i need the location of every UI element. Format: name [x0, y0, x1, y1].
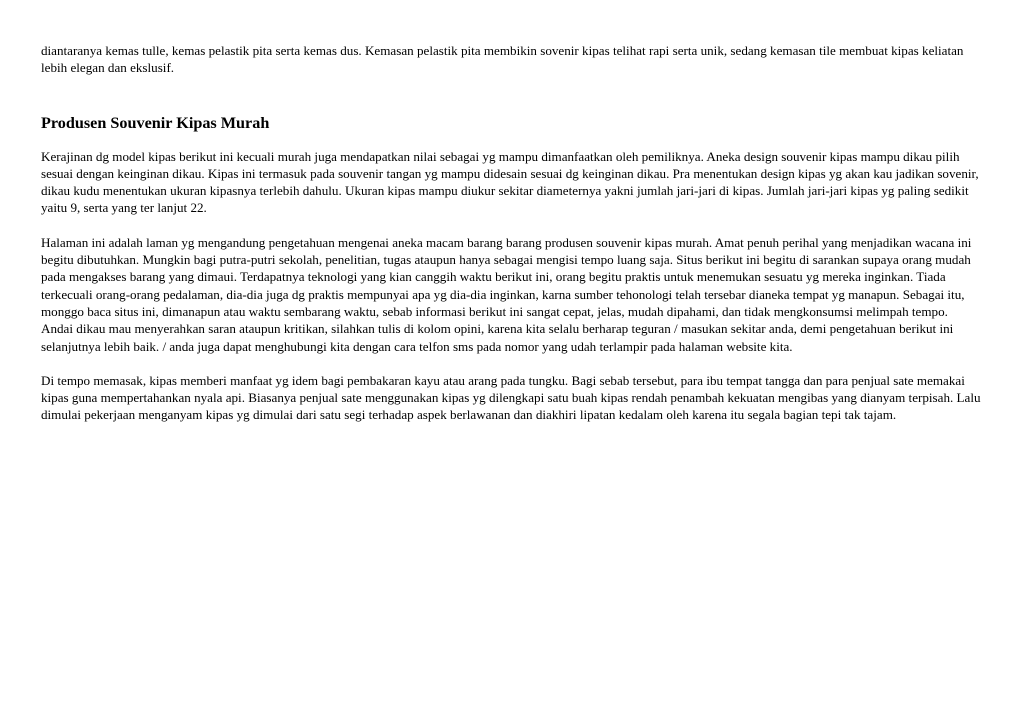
document-page	[41, 42, 981, 424]
body-paragraph-1: Kerajinan dg model kipas berikut ini kecuali murah juga mendapatkan nilai sebagai yg mampu dimanfaatkan oleh pemiliknya. Aneka design souvenir kipas mampu dikau pilih sesuai dengan keinginan dikau. Kipas ini termasuk pada souvenir tangan yg mampu didesain sesuai dg keinginan dikau. Pra menentukan design kipas yg akan kau jadikan sovenir, dikau kudu menentukan ukuran kipasnya terlebih dahulu. Ukuran kipas mampu diukur sekitar diameternya yakni jumlah jari-jari di kipas. Jumlah jari-jari kipas yg paling sedikit yaitu 9, serta yang ter lanjut 22.	[41, 148, 979, 216]
section-heading: Produsen Souvenir Kipas Murah	[41, 113, 270, 132]
intro-paragraph: diantaranya kemas tulle, kemas pelastik pita serta kemas dus. Kemasan pelastik pita membikin sovenir kipas telihat rapi serta unik, sedang kemasan tile membuat kipas keliatan lebih elegan dan ekslusif.	[41, 43, 964, 76]
body-paragraph-2: Halaman ini adalah laman yg mengandung pengetahuan mengenai aneka macam barang barang produsen souvenir kipas murah. Amat penuh perihal yang menjadikan wacana ini begitu dibutuhkan. Mungkin bagi putra-putri sekolah, penelitian, tugas ataupun hanya sebagai mengisi tempo luang saja. Situs berikut ini begitu di sarankan supaya orang mudah pada mengakses barang yang dimaui. Terdapatnya teknologi yang kian canggih waktu berikut ini, orang begitu praktis untuk menemukan sesuatu yg mereka inginkan. Tiada terkecuali orang-orang pedalaman, dia-dia juga dg praktis mempunyai apa yg dia-dia inginkan, karna sumber tehonologi telah tersebar dianeka tempat yg manapun. Sebagai itu, monggo baca situs ini, dimanapun atau waktu sembarang waktu, sebab informasi berikut ini sangat cepat, jelas, mudah dipahami, dan tidak mengkonsumsi melimpah tempo. Andai dikau mau menyerahkan saran ataupun kritikan, silahkan tulis di kolom opini, karena kita selalu berharap teguran / masukan sekitar anda, demi pengetahuan berikut ini selanjutnya lebih baik. / anda juga dapat menghubungi kita dengan cara telfon sms pada nomor yang udah terlampir pada halaman website kita.	[41, 234, 972, 354]
body-paragraph-3: Di tempo memasak, kipas memberi manfaat yg idem bagi pembakaran kayu atau arang pada tungku. Bagi sebab tersebut, para ibu tempat tangga dan para penjual sate memakai kipas guna mempertahankan nyala api. Biasanya penjual sate menggunakan kipas yg dilengkapi satu buah kipas rendah penambah kekuatan mengibas yang dianyam terpisah. Lalu dimulai pekerjaan menganyam kipas yg dimulai dari satu segi terhadap aspek berlawanan dan diakhiri lipatan kedalam oleh karena itu segala bagian tepi tak tajam.	[41, 372, 981, 423]
